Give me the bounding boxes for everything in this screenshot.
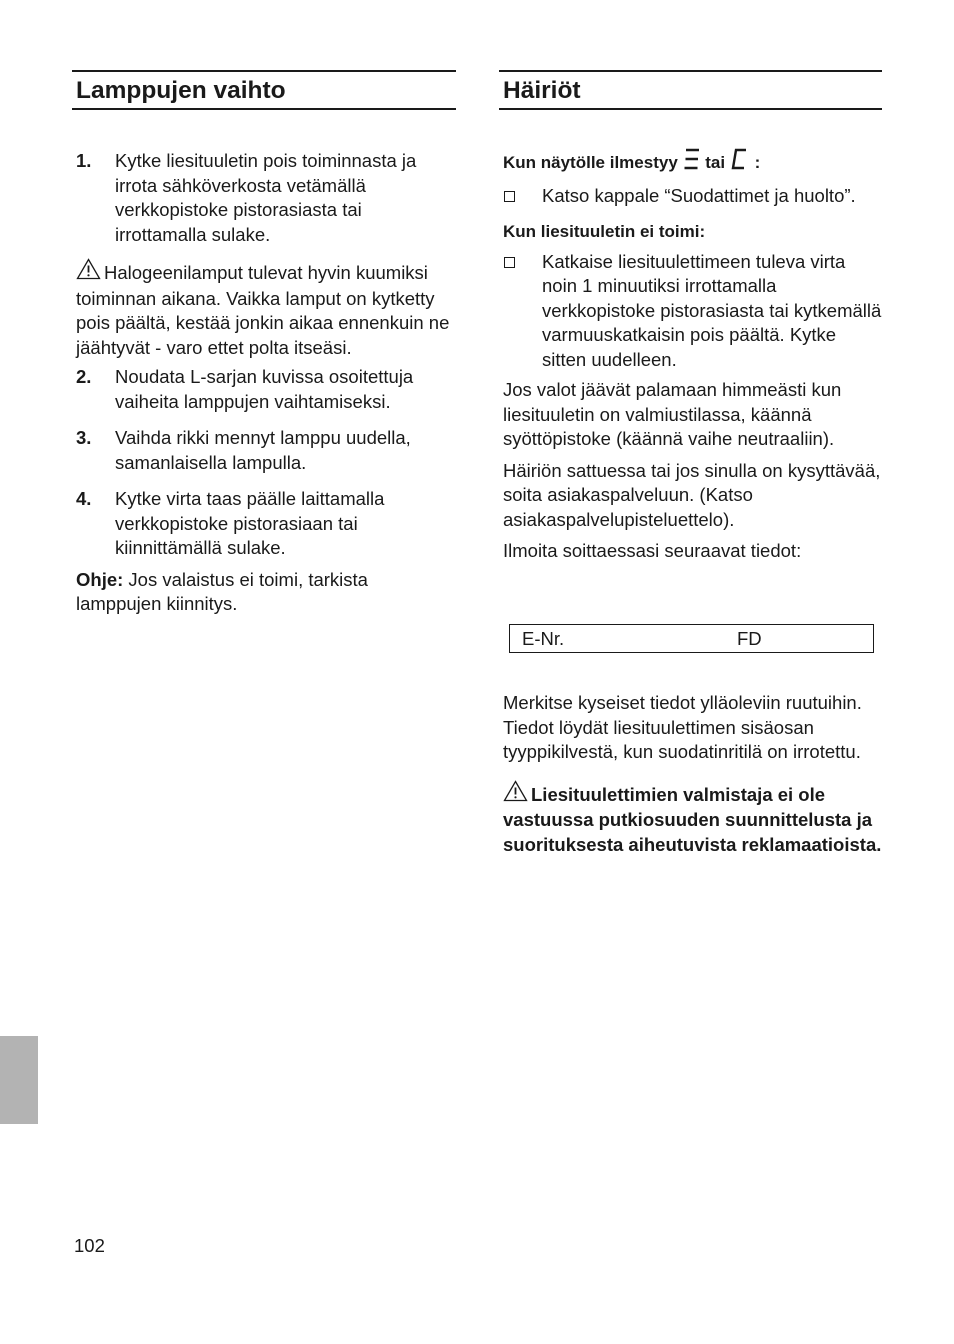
step-number: 3.	[76, 427, 92, 448]
paragraph-type-plate: Merkitse kyseiset tiedot ylläoleviin ruutuihin. Tiedot löydät liesituulettimen sisäosan tyyppikilvestä, kun suodatinritilä on irrotettu.	[503, 692, 862, 762]
checkbox-square-icon	[503, 184, 542, 209]
step-2	[72, 365, 456, 414]
display-heading-text: Kun näytölle ilmestyy	[503, 153, 678, 172]
manufacturer-warning	[499, 780, 882, 858]
paragraph-call-info: Ilmoita soittaessasi seuraavat tiedot:	[503, 540, 802, 561]
halogen-warning	[72, 258, 456, 360]
three-bar-segment-icon	[683, 147, 701, 179]
warning-text: Halogeenilamput tulevat hyvin kuumiksi toiminnan aikana. Vaikka lamput on kytketty pois päältä, kestää jonkin aikaa ennenkuin ne jäähtyvät - varo ettet polta itseäsi.	[76, 262, 450, 358]
enr-fd-box	[509, 624, 874, 653]
note-text: Jos valaistus ei toimi, tarkista lamppujen kiinnitys.	[76, 568, 368, 614]
paragraph-standby-lights: Jos valot jäävät palamaan himmeästi kun liesituuletin on valmiustilassa, käännä syöttöpistoke (käännä vaihe neutraaliin).	[503, 379, 842, 449]
lamp-replacement-title: Lamppujen vaihto	[72, 70, 456, 110]
fault-heading: Kun liesituuletin ei toimi:	[503, 222, 706, 241]
paragraph-customer-service: Häiriön sattuessa tai jos sinulla on kysyttävää, soita asiakaspalveluun. (Katso asiakaspalvelupisteluettelo).	[503, 459, 881, 530]
warning-triangle-icon	[76, 258, 101, 287]
page-number: 102	[74, 1235, 105, 1256]
step-4	[72, 487, 456, 561]
manufacturer-warning-text: Liesituulettimien valmistaja ei ole vastuussa putkiosuuden suunnittelusta ja suorituksesta aiheutuvista reklamaatioista.	[503, 783, 882, 855]
display-heading-or: tai	[705, 153, 726, 172]
warning-triangle-icon	[503, 780, 528, 809]
enr-label: E-Nr.	[522, 628, 565, 649]
step-text: Kytke virta taas päälle laittamalla verkkopistoke pistorasiaan tai kiinnittämällä sulake.	[115, 488, 385, 558]
step-text: Kytke liesituuletin pois toiminnasta ja irrota sähköverkosta vetämällä verkkopistoke pistorasiasta tai irrottamalla sulake.	[115, 150, 417, 245]
right-column	[499, 70, 882, 564]
display-heading	[499, 147, 882, 179]
note-label: Ohje:	[76, 568, 124, 590]
display-item-text: Katso kappale “Suodattimet ja huolto”.	[542, 184, 856, 206]
display-item	[499, 184, 882, 209]
step-3	[72, 426, 456, 475]
right-column-lower	[499, 691, 882, 857]
display-heading-colon: :	[754, 153, 761, 172]
c-segment-icon	[730, 147, 750, 179]
side-tab-marker	[0, 1036, 38, 1124]
checkbox-square-icon	[503, 250, 542, 373]
step-number: 4.	[76, 488, 92, 509]
step-text: Vaihda rikki mennyt lamppu uudella, samanlaisella lampulla.	[115, 427, 411, 473]
step-text: Noudata L-sarjan kuvissa osoitettuja vaiheita lamppujen vaihtamiseksi.	[115, 366, 414, 412]
fault-item-text: Katkaise liesituulettimeen tuleva virta noin 1 minuutiksi irrottamalla verkkopistoke pistorasiasta tai kytkemällä varmuuskatkaisin pois päältä. Kytke sitten uudelleen.	[542, 250, 882, 370]
note	[72, 568, 456, 617]
fault-item	[499, 250, 882, 373]
step-1	[72, 149, 456, 247]
faults-title: Häiriöt	[499, 70, 882, 110]
fd-label: FD	[737, 628, 762, 649]
step-number: 2.	[76, 366, 92, 387]
left-column	[72, 70, 456, 617]
step-number: 1.	[76, 150, 92, 171]
